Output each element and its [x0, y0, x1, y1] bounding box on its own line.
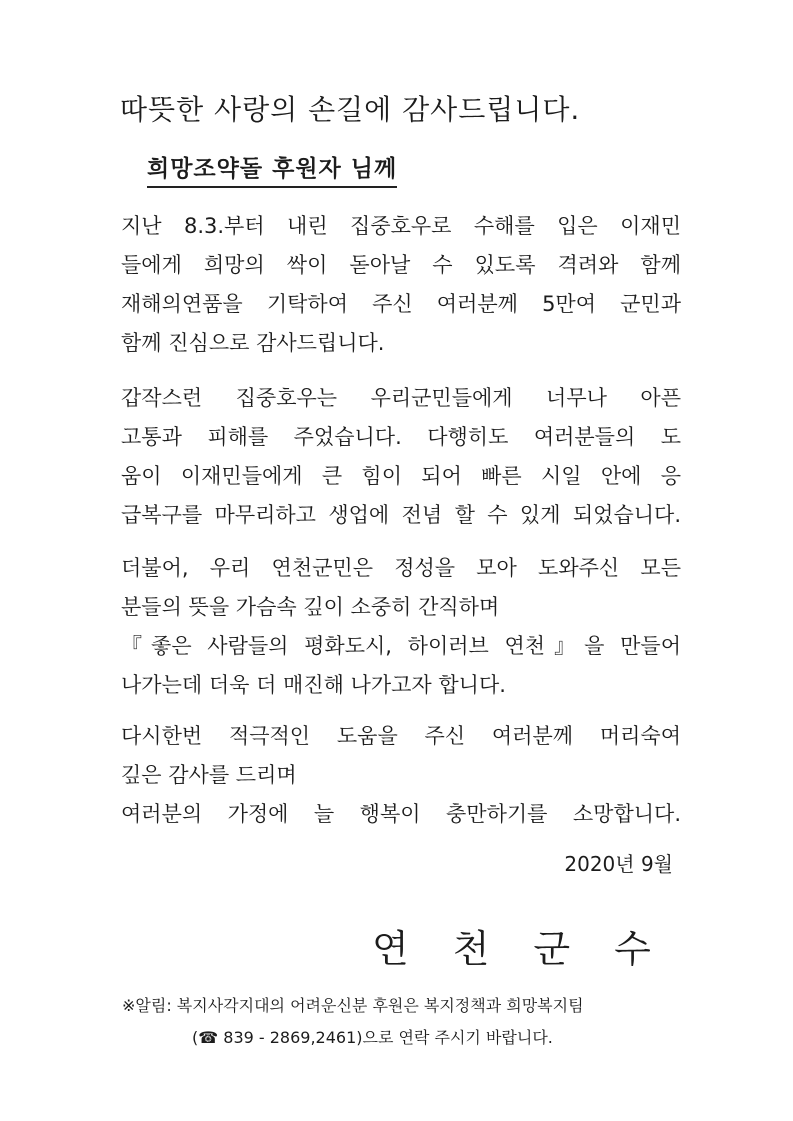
- paragraph-line: 갑작스런 집중호우는 우리군민들에게 너무나 아픈: [121, 386, 681, 410]
- paragraph-3: [121, 549, 681, 705]
- paragraph-line: 들에게 희망의 싹이 돋아날 수 있도록 격려와 함께: [121, 253, 681, 277]
- recipient-heading: 희망조약돌 후원자 님께: [147, 150, 397, 188]
- paragraph-line: 여러분의 가정에 늘 행복이 충만하기를 소망합니다.: [121, 802, 681, 826]
- letter-date: 2020년 9월: [564, 852, 673, 876]
- paragraph-line: 지난 8.3.부터 내린 집중호우로 수해를 입은 이재민: [121, 214, 681, 238]
- paragraph-line: 나가는데 더욱 더 매진해 나가고자 합니다.: [121, 673, 506, 697]
- paragraph-line: 더불어, 우리 연천군민은 정성을 모아 도와주신 모든: [121, 556, 681, 580]
- notice-contact-line: (☎ 839 - 2869,2461)으로 연락 주시기 바랍니다.: [192, 1028, 553, 1047]
- paragraph-line: 움이 이재민들에게 큰 힘이 되어 빠른 시일 안에 응: [121, 464, 681, 488]
- contact-notice: [122, 990, 682, 1054]
- paragraph-line: 재해의연품을 기탁하여 주신 여러분께 5만여 군민과: [121, 292, 681, 316]
- paragraph-2: [121, 379, 681, 535]
- signature: 연천군수: [372, 927, 695, 971]
- paragraph-line: 『좋은 사람들의 평화도시, 하이러브 연천』을 만들어: [121, 634, 681, 658]
- paragraph-line: 고통과 피해를 주었습니다. 다행히도 여러분들의 도: [121, 425, 681, 449]
- letter-title: 따뜻한 사랑의 손길에 감사드립니다.: [120, 93, 581, 126]
- paragraph-line: 분들의 뜻을 가슴속 깊이 소중히 간직하며: [121, 595, 500, 619]
- notice-line: ※알림: 복지사각지대의 어려운신분 후원은 복지정책과 희망복지팀: [122, 996, 584, 1015]
- paragraph-line: 다시한번 적극적인 도움을 주신 여러분께 머리숙여: [121, 724, 681, 748]
- paragraph-line: 깊은 감사를 드리며: [121, 763, 297, 787]
- paragraph-line: 함께 진심으로 감사드립니다.: [121, 331, 385, 355]
- paragraph-1: [121, 207, 681, 363]
- paragraph-4: [121, 717, 681, 834]
- paragraph-line: 급복구를 마무리하고 생업에 전념 할 수 있게 되었습니다.: [121, 503, 681, 527]
